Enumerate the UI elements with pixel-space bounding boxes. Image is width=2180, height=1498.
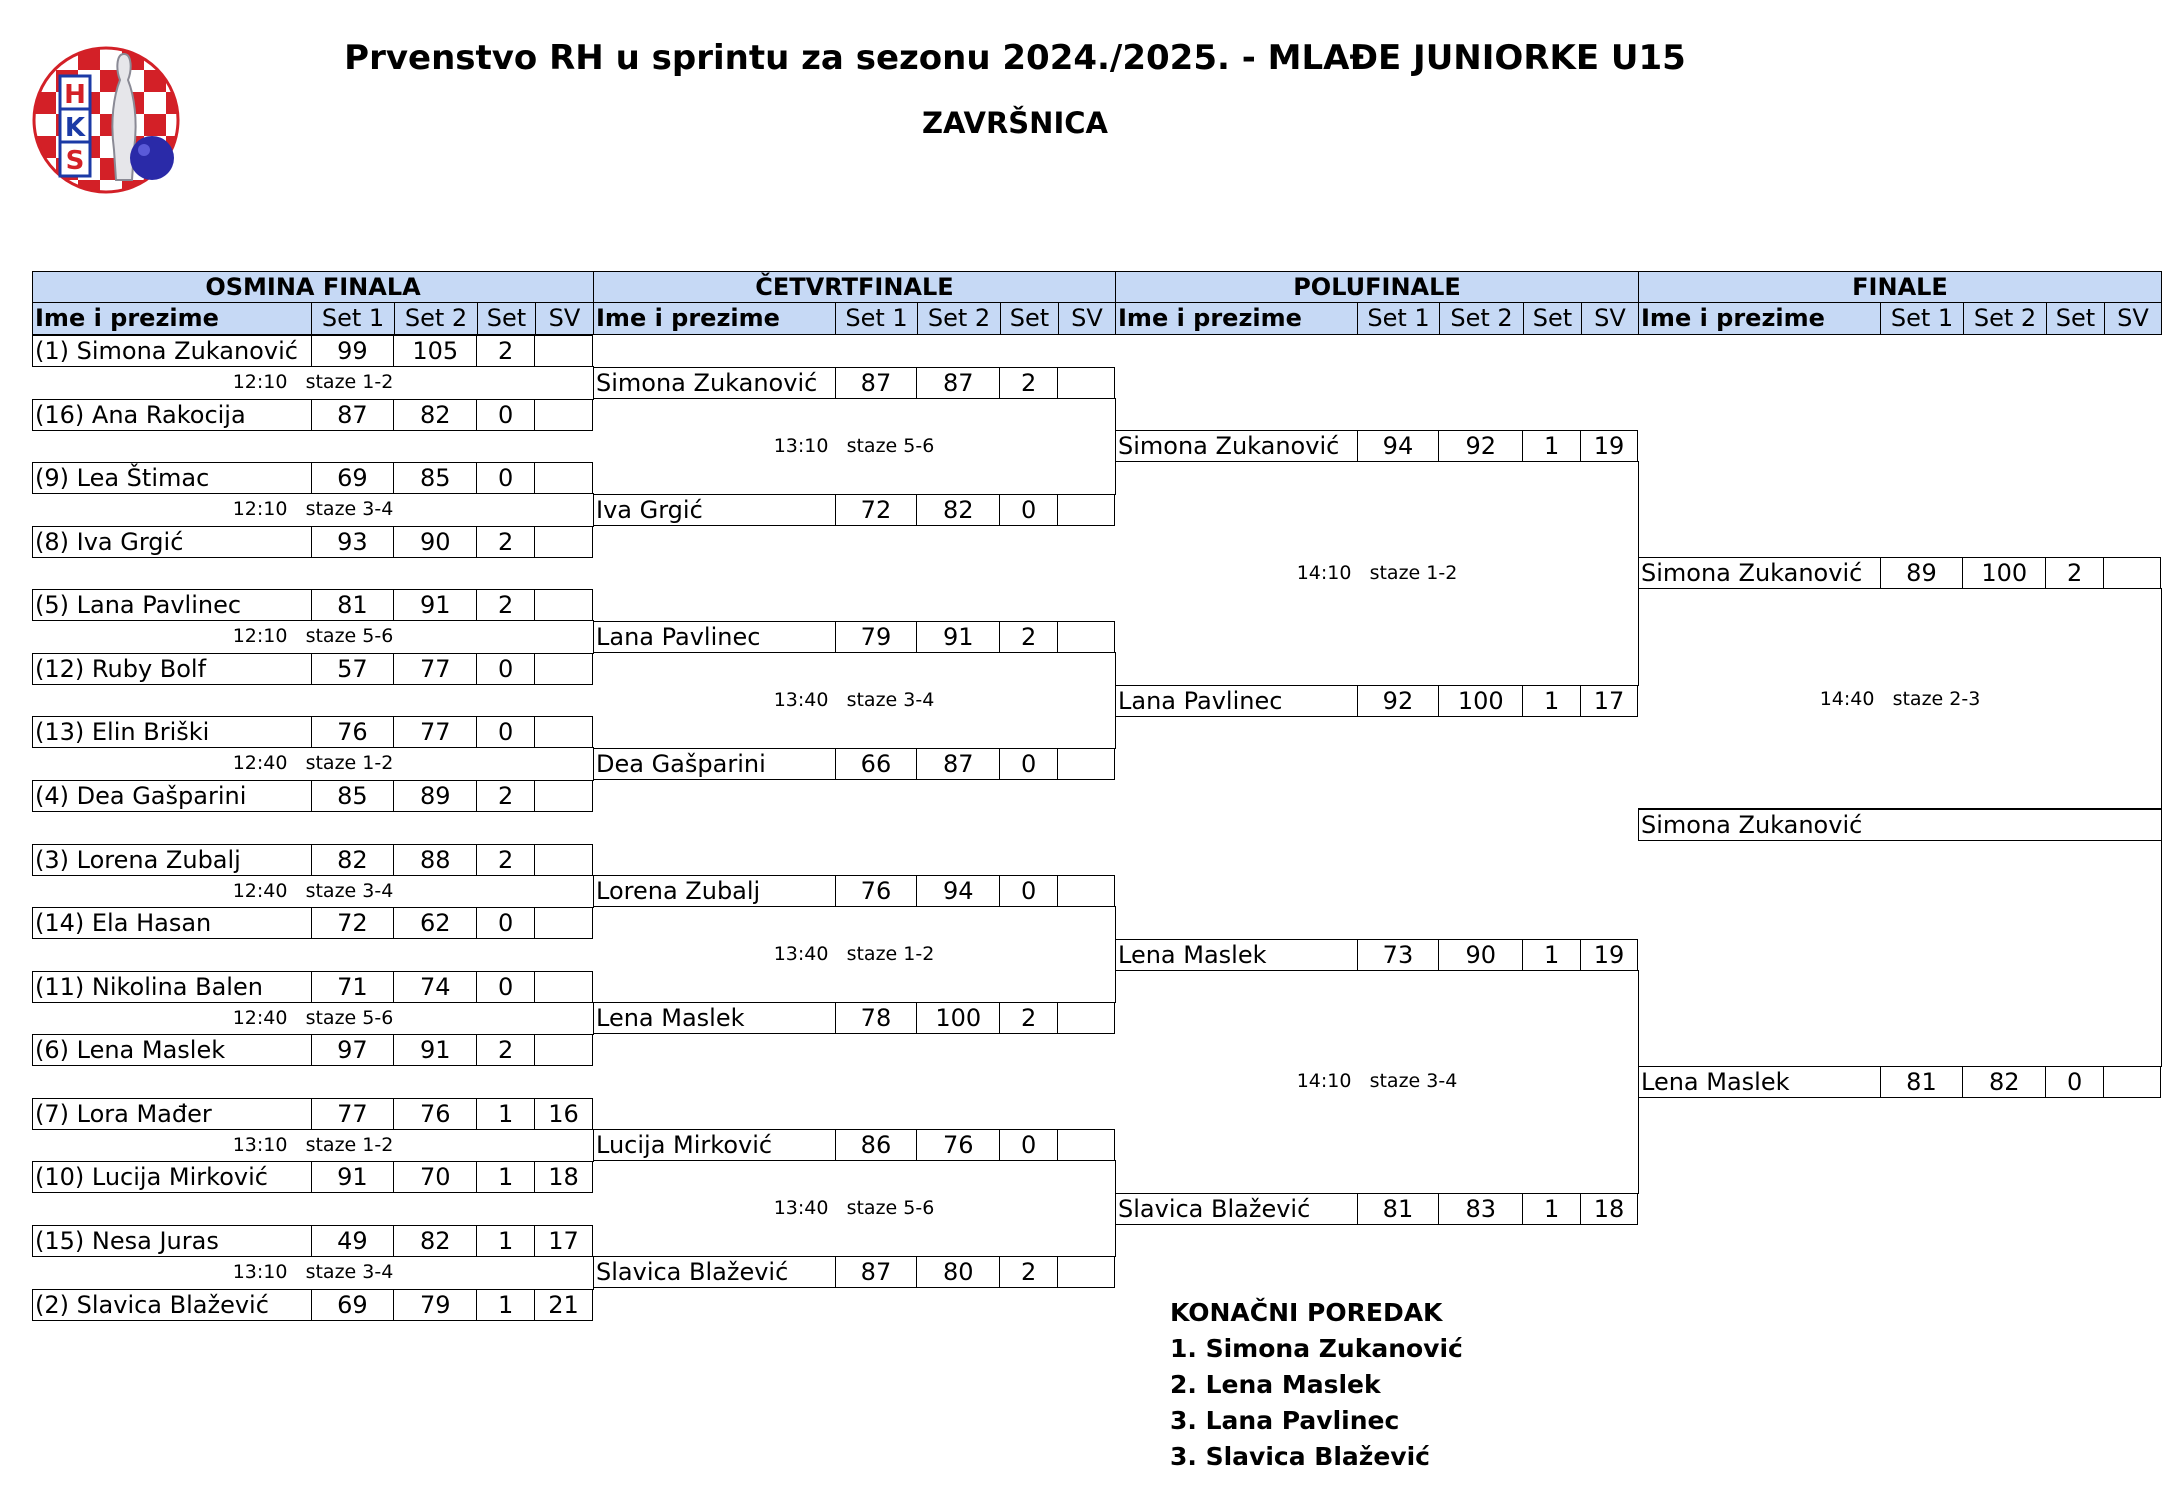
sf-player-row bbox=[1115, 685, 1638, 717]
qf-player-row bbox=[593, 1129, 1115, 1161]
sudden-victory: 16 bbox=[534, 1099, 592, 1129]
columns-qf bbox=[593, 303, 1116, 335]
col-sv: SV bbox=[1581, 303, 1638, 334]
set2-score: 82 bbox=[916, 495, 999, 525]
standings-item: 1. Simona Zukanović bbox=[1170, 1334, 1463, 1363]
player-name: (14) Ela Hasan bbox=[35, 909, 212, 937]
sets-won: 2 bbox=[999, 1257, 1057, 1287]
player-name: (8) Iva Grgić bbox=[35, 528, 184, 556]
col-name: Ime i prezime bbox=[596, 304, 780, 332]
r16-match-schedule bbox=[163, 880, 463, 902]
sudden-victory bbox=[534, 590, 592, 620]
match-lanes: staze 1-2 bbox=[1369, 561, 1458, 584]
set2-score: 100 bbox=[1962, 558, 2045, 588]
set2-score: 76 bbox=[393, 1099, 476, 1129]
qf-match-schedule bbox=[704, 435, 1004, 457]
player-name: Lana Pavlinec bbox=[1118, 687, 1283, 715]
col-set2: Set 2 bbox=[917, 303, 1000, 334]
r16-player-row bbox=[32, 716, 593, 748]
col-name: Ime i prezime bbox=[1118, 304, 1302, 332]
header-osmina-finala: OSMINA FINALA bbox=[32, 271, 594, 303]
set1-score: 72 bbox=[835, 495, 917, 525]
r16-player-row bbox=[32, 1034, 593, 1066]
r16-player-row bbox=[32, 653, 593, 685]
hks-logo-icon bbox=[30, 40, 190, 200]
sets-won: 1 bbox=[476, 1162, 534, 1192]
sudden-victory bbox=[1057, 876, 1114, 906]
sets-won: 0 bbox=[476, 400, 534, 430]
player-name: Lana Pavlinec bbox=[596, 623, 761, 651]
col-set1: Set 1 bbox=[1880, 303, 1963, 334]
qf-match-schedule bbox=[704, 1197, 1004, 1219]
set1-score: 72 bbox=[311, 908, 394, 938]
set2-score: 74 bbox=[393, 972, 476, 1002]
r16-player-row bbox=[32, 399, 593, 431]
sudden-victory bbox=[1057, 622, 1114, 652]
r16-match-schedule bbox=[163, 1261, 463, 1283]
set2-score: 88 bbox=[393, 845, 476, 875]
match-time: 12:40 bbox=[232, 1006, 288, 1029]
sudden-victory bbox=[1057, 749, 1114, 779]
set1-score: 87 bbox=[835, 368, 917, 398]
match-time: 12:40 bbox=[232, 879, 288, 902]
set1-score: 69 bbox=[311, 463, 394, 493]
set1-score: 78 bbox=[835, 1003, 917, 1033]
match-lanes: staze 5-6 bbox=[846, 1196, 935, 1219]
header-finale: FINALE bbox=[1638, 271, 2162, 303]
player-name: Lucija Mirković bbox=[596, 1131, 773, 1159]
match-lanes: staze 3-4 bbox=[305, 1261, 394, 1283]
sudden-victory bbox=[534, 717, 592, 747]
col-set: Set bbox=[2046, 303, 2104, 334]
set2-score: 83 bbox=[1438, 1194, 1522, 1224]
match-time: 13:40 bbox=[773, 942, 829, 965]
sets-won: 1 bbox=[1522, 940, 1580, 970]
sets-won: 2 bbox=[999, 368, 1057, 398]
player-name: Lena Maslek bbox=[1118, 941, 1267, 969]
player-name: Simona Zukanović bbox=[596, 369, 818, 397]
match-lanes: staze 1-2 bbox=[846, 942, 935, 965]
set2-score: 87 bbox=[916, 368, 999, 398]
page-subtitle: ZAVRŠNICA bbox=[922, 106, 1108, 140]
sudden-victory: 18 bbox=[1580, 1194, 1637, 1224]
header-cetvrtfinale: ČETVRTFINALE bbox=[593, 271, 1116, 303]
sudden-victory bbox=[1057, 1130, 1114, 1160]
sets-won: 2 bbox=[999, 622, 1057, 652]
player-name: Slavica Blažević bbox=[596, 1258, 789, 1286]
col-set2: Set 2 bbox=[394, 303, 477, 334]
final-player-row bbox=[1638, 557, 2161, 589]
sudden-victory: 19 bbox=[1580, 431, 1637, 461]
winner-name: Simona Zukanović bbox=[1641, 811, 1863, 839]
col-name: Ime i prezime bbox=[1641, 304, 1825, 332]
col-sv: SV bbox=[1058, 303, 1115, 334]
set1-score: 99 bbox=[311, 336, 394, 366]
sudden-victory bbox=[2103, 558, 2160, 588]
sets-won: 2 bbox=[476, 527, 534, 557]
r16-match-schedule bbox=[163, 625, 463, 647]
set2-score: 90 bbox=[393, 527, 476, 557]
set2-score: 92 bbox=[1438, 431, 1522, 461]
col-name: Ime i prezime bbox=[35, 304, 219, 332]
sudden-victory bbox=[1057, 368, 1114, 398]
standings-item: 2. Lena Maslek bbox=[1170, 1370, 1381, 1399]
set2-score: 91 bbox=[393, 1035, 476, 1065]
sf-player-row bbox=[1115, 430, 1638, 462]
match-lanes: staze 5-6 bbox=[846, 434, 935, 457]
player-name: Lena Maslek bbox=[1641, 1068, 1790, 1096]
col-sv: SV bbox=[2104, 303, 2161, 334]
qf-player-row bbox=[593, 1002, 1115, 1034]
sets-won: 0 bbox=[999, 495, 1057, 525]
player-name: (16) Ana Rakocija bbox=[35, 401, 246, 429]
set2-score: 85 bbox=[393, 463, 476, 493]
match-time: 13:10 bbox=[773, 434, 829, 457]
sudden-victory bbox=[534, 781, 592, 811]
set1-score: 97 bbox=[311, 1035, 394, 1065]
sets-won: 0 bbox=[2045, 1067, 2103, 1097]
match-lanes: staze 1-2 bbox=[305, 1133, 394, 1156]
r16-player-row bbox=[32, 907, 593, 939]
sudden-victory: 19 bbox=[1580, 940, 1637, 970]
sets-won: 0 bbox=[476, 717, 534, 747]
qf-player-row bbox=[593, 1256, 1115, 1288]
set1-score: 81 bbox=[1357, 1194, 1439, 1224]
match-time: 12:40 bbox=[232, 752, 288, 774]
match-lanes: staze 3-4 bbox=[846, 688, 935, 711]
sudden-victory bbox=[534, 463, 592, 493]
sudden-victory bbox=[534, 908, 592, 938]
sets-won: 0 bbox=[999, 749, 1057, 779]
set1-score: 87 bbox=[835, 1257, 917, 1287]
set2-score: 91 bbox=[916, 622, 999, 652]
set1-score: 82 bbox=[311, 845, 394, 875]
standings-item: 3. Lana Pavlinec bbox=[1170, 1406, 1400, 1435]
set2-score: 90 bbox=[1438, 940, 1522, 970]
standings-item: 3. Slavica Blažević bbox=[1170, 1442, 1430, 1471]
set1-score: 49 bbox=[311, 1226, 394, 1256]
player-name: (7) Lora Mađer bbox=[35, 1100, 212, 1128]
set1-score: 81 bbox=[1880, 1067, 1963, 1097]
match-time: 13:40 bbox=[773, 1196, 829, 1219]
r16-match-schedule bbox=[163, 1134, 463, 1156]
r16-player-row bbox=[32, 589, 593, 621]
set1-score: 91 bbox=[311, 1162, 394, 1192]
set1-score: 77 bbox=[311, 1099, 394, 1129]
player-name: (5) Lana Pavlinec bbox=[35, 591, 242, 619]
match-time: 14:40 bbox=[1819, 688, 1875, 710]
match-time: 13:40 bbox=[773, 688, 829, 711]
qf-player-row bbox=[593, 367, 1115, 399]
qf-match-schedule bbox=[704, 943, 1004, 965]
sudden-victory bbox=[1057, 1257, 1114, 1287]
match-time: 13:10 bbox=[232, 1133, 288, 1156]
sudden-victory bbox=[534, 336, 592, 366]
match-lanes: staze 5-6 bbox=[305, 1006, 394, 1029]
col-set1: Set 1 bbox=[835, 303, 917, 334]
r16-player-row bbox=[32, 462, 593, 494]
set2-score: 70 bbox=[393, 1162, 476, 1192]
r16-match-schedule bbox=[163, 371, 463, 393]
match-time: 14:10 bbox=[1296, 561, 1352, 584]
set1-score: 73 bbox=[1357, 940, 1439, 970]
sudden-victory: 21 bbox=[534, 1290, 592, 1320]
final-winner-row bbox=[1638, 809, 2162, 841]
sets-won: 0 bbox=[476, 908, 534, 938]
set2-score: 76 bbox=[916, 1130, 999, 1160]
col-set1: Set 1 bbox=[1357, 303, 1439, 334]
set1-score: 79 bbox=[835, 622, 917, 652]
sets-won: 1 bbox=[1522, 686, 1580, 716]
sudden-victory bbox=[534, 400, 592, 430]
player-name: (9) Lea Štimac bbox=[35, 464, 210, 492]
match-lanes: staze 5-6 bbox=[305, 625, 394, 647]
set1-score: 94 bbox=[1357, 431, 1439, 461]
player-name: Slavica Blažević bbox=[1118, 1195, 1311, 1223]
sets-won: 2 bbox=[476, 590, 534, 620]
sets-won: 2 bbox=[476, 336, 534, 366]
set2-score: 89 bbox=[393, 781, 476, 811]
match-lanes: staze 1-2 bbox=[305, 371, 394, 393]
set1-score: 87 bbox=[311, 400, 394, 430]
qf-match-schedule bbox=[704, 689, 1004, 711]
sudden-victory bbox=[534, 972, 592, 1002]
columns-r16 bbox=[32, 303, 594, 335]
final-match-connector bbox=[1638, 840, 2162, 1067]
player-name: Simona Zukanović bbox=[1641, 559, 1863, 587]
sets-won: 0 bbox=[999, 1130, 1057, 1160]
sudden-victory: 18 bbox=[534, 1162, 592, 1192]
set1-score: 92 bbox=[1357, 686, 1439, 716]
col-sv: SV bbox=[535, 303, 593, 334]
r16-match-schedule bbox=[163, 752, 463, 774]
set1-score: 81 bbox=[311, 590, 394, 620]
col-set2: Set 2 bbox=[1439, 303, 1523, 334]
sudden-victory bbox=[534, 1035, 592, 1065]
set2-score: 62 bbox=[393, 908, 476, 938]
standings-title: KONAČNI POREDAK bbox=[1170, 1298, 1443, 1327]
r16-player-row bbox=[32, 1289, 593, 1321]
sets-won: 2 bbox=[2045, 558, 2103, 588]
r16-player-row bbox=[32, 1098, 593, 1130]
r16-player-row bbox=[32, 526, 593, 558]
set2-score: 77 bbox=[393, 654, 476, 684]
sets-won: 2 bbox=[476, 845, 534, 875]
set1-score: 57 bbox=[311, 654, 394, 684]
set2-score: 100 bbox=[916, 1003, 999, 1033]
match-time: 12:10 bbox=[232, 625, 288, 647]
sudden-victory: 17 bbox=[1580, 686, 1637, 716]
sets-won: 2 bbox=[476, 1035, 534, 1065]
sudden-victory bbox=[2103, 1067, 2160, 1097]
set1-score: 76 bbox=[835, 876, 917, 906]
player-name: (6) Lena Maslek bbox=[35, 1036, 226, 1064]
set2-score: 105 bbox=[393, 336, 476, 366]
logo-letter-s: S bbox=[65, 146, 85, 176]
sf-match-schedule bbox=[1227, 562, 1527, 584]
sets-won: 1 bbox=[1522, 1194, 1580, 1224]
match-time: 12:10 bbox=[232, 498, 288, 520]
page-title: Prvenstvo RH u sprintu za sezonu 2024./2025. - MLAĐE JUNIORKE U15 bbox=[344, 38, 1686, 78]
columns-sf bbox=[1115, 303, 1639, 335]
set1-score: 93 bbox=[311, 527, 394, 557]
col-set: Set bbox=[1523, 303, 1581, 334]
final-standings bbox=[1170, 1295, 1463, 1475]
set2-score: 80 bbox=[916, 1257, 999, 1287]
player-name: Iva Grgić bbox=[596, 496, 703, 524]
sudden-victory bbox=[1057, 495, 1114, 525]
match-time: 12:10 bbox=[232, 371, 288, 393]
player-name: (12) Ruby Bolf bbox=[35, 655, 207, 683]
qf-player-row bbox=[593, 621, 1115, 653]
sf-player-row bbox=[1115, 1193, 1638, 1225]
r16-player-row bbox=[32, 1225, 593, 1257]
player-name: (11) Nikolina Balen bbox=[35, 973, 263, 1001]
set2-score: 82 bbox=[393, 400, 476, 430]
sets-won: 0 bbox=[476, 654, 534, 684]
player-name: (13) Elin Briški bbox=[35, 718, 210, 746]
set1-score: 71 bbox=[311, 972, 394, 1002]
header-polufinale: POLUFINALE bbox=[1115, 271, 1639, 303]
qf-player-row bbox=[593, 875, 1115, 907]
set1-score: 69 bbox=[311, 1290, 394, 1320]
player-name: (1) Simona Zukanović bbox=[35, 337, 298, 365]
set1-score: 85 bbox=[311, 781, 394, 811]
set2-score: 91 bbox=[393, 590, 476, 620]
set1-score: 89 bbox=[1880, 558, 1963, 588]
match-time: 14:10 bbox=[1296, 1070, 1352, 1092]
sets-won: 1 bbox=[476, 1290, 534, 1320]
player-name: (3) Lorena Zubalj bbox=[35, 846, 241, 874]
set2-score: 77 bbox=[393, 717, 476, 747]
set2-score: 87 bbox=[916, 749, 999, 779]
match-lanes: staze 2-3 bbox=[1892, 688, 1981, 710]
final-player-row bbox=[1638, 1066, 2161, 1098]
set1-score: 86 bbox=[835, 1130, 917, 1160]
player-name: Lena Maslek bbox=[596, 1004, 745, 1032]
player-name: (4) Dea Gašparini bbox=[35, 782, 247, 810]
set2-score: 94 bbox=[916, 876, 999, 906]
r16-player-row bbox=[32, 335, 593, 367]
set2-score: 82 bbox=[1962, 1067, 2045, 1097]
sets-won: 0 bbox=[476, 463, 534, 493]
r16-match-schedule bbox=[163, 1007, 463, 1029]
sets-won: 0 bbox=[999, 876, 1057, 906]
match-time: 13:10 bbox=[232, 1261, 288, 1283]
match-lanes: staze 3-4 bbox=[305, 498, 394, 520]
col-set1: Set 1 bbox=[311, 303, 394, 334]
r16-player-row bbox=[32, 1161, 593, 1193]
col-set: Set bbox=[1000, 303, 1058, 334]
columns-final bbox=[1638, 303, 2162, 335]
player-name: Lorena Zubalj bbox=[596, 877, 761, 905]
player-name: (15) Nesa Juras bbox=[35, 1227, 219, 1255]
logo-letter-h: H bbox=[64, 80, 86, 110]
set2-score: 100 bbox=[1438, 686, 1522, 716]
sets-won: 1 bbox=[1522, 431, 1580, 461]
r16-player-row bbox=[32, 971, 593, 1003]
set1-score: 66 bbox=[835, 749, 917, 779]
set1-score: 76 bbox=[311, 717, 394, 747]
set2-score: 82 bbox=[393, 1226, 476, 1256]
sets-won: 1 bbox=[476, 1226, 534, 1256]
sudden-victory bbox=[534, 845, 592, 875]
r16-player-row bbox=[32, 844, 593, 876]
r16-player-row bbox=[32, 780, 593, 812]
final-match-schedule bbox=[1750, 688, 2050, 710]
player-name: Dea Gašparini bbox=[596, 750, 766, 778]
sudden-victory bbox=[534, 527, 592, 557]
sf-match-schedule bbox=[1227, 1070, 1527, 1092]
logo-letter-k: K bbox=[64, 113, 86, 143]
match-lanes: staze 1-2 bbox=[305, 752, 394, 774]
match-lanes: staze 3-4 bbox=[1369, 1070, 1458, 1092]
player-name: (2) Slavica Blažević bbox=[35, 1291, 269, 1319]
qf-player-row bbox=[593, 748, 1115, 780]
sets-won: 2 bbox=[476, 781, 534, 811]
sudden-victory bbox=[534, 654, 592, 684]
set2-score: 79 bbox=[393, 1290, 476, 1320]
sudden-victory: 17 bbox=[534, 1226, 592, 1256]
sudden-victory bbox=[1057, 1003, 1114, 1033]
sf-player-row bbox=[1115, 939, 1638, 971]
col-set2: Set 2 bbox=[1963, 303, 2046, 334]
player-name: Simona Zukanović bbox=[1118, 432, 1340, 460]
sets-won: 1 bbox=[476, 1099, 534, 1129]
player-name: (10) Lucija Mirković bbox=[35, 1163, 268, 1191]
r16-match-schedule bbox=[163, 498, 463, 520]
match-lanes: staze 3-4 bbox=[305, 879, 394, 902]
sets-won: 2 bbox=[999, 1003, 1057, 1033]
col-set: Set bbox=[477, 303, 535, 334]
qf-player-row bbox=[593, 494, 1115, 526]
sets-won: 0 bbox=[476, 972, 534, 1002]
